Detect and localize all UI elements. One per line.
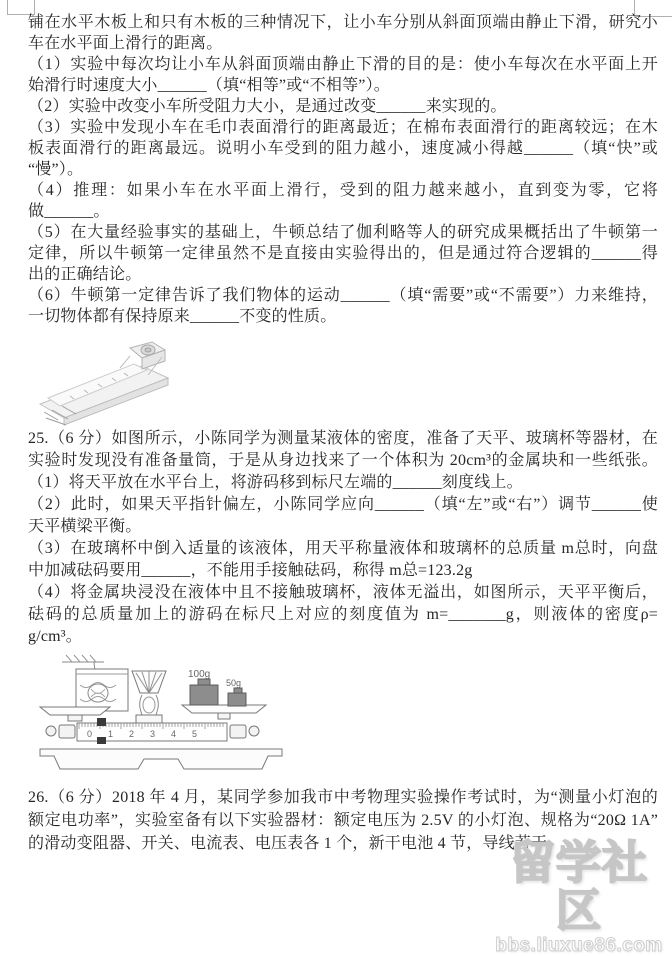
text-line: （3）实验中发现小车在毛巾表面滑行的距离最近；在棉布表面滑行的距离较远；在木 (28, 119, 658, 136)
text-line: 砝码的总质量加上的游码在标尺上对应的刻度值为 m=_______g，则液体的密度ρ= (28, 606, 658, 623)
text-line: “慢”）。 (28, 161, 84, 178)
weight-label-100g: 100g (188, 669, 211, 680)
beam-number: 4 (171, 729, 177, 739)
text-line: 出的正确结论。 (28, 266, 142, 283)
text-line: （2）此时，如果天平指针偏左，小陈同学应向______（填“左”或“右”）调节______使 (28, 496, 658, 513)
weight-label-50g: 50g (226, 678, 242, 688)
text-line: 定律，所以牛顿第一定律虽然不是直接由实验得出的，但是通过符合逻辑的______得 (28, 245, 658, 262)
text-line: （1）实验中每次均让小车从斜面顶端由静止下滑的目的是：使小车每次在水平面上开 (28, 56, 658, 73)
text-line: （2）实验中改变小车所受阻力大小，是通过改变______来实现的。 (28, 98, 507, 115)
beam-number: 5 (192, 729, 198, 739)
text-line: 铺在水平木板上和只有木板的三种情况下，让小车分别从斜面顶端由静止下滑，研究小 (28, 14, 658, 31)
text-line: g/cm³。 (28, 628, 82, 645)
text-line: 25.（6 分）如图所示，小陈同学为测量某液体的密度，准备了天平、玻璃杯等器材，在 (28, 430, 658, 447)
beam-number: 3 (150, 729, 156, 739)
text-line: （4）将金属块浸没在液体中且不接触玻璃杯，液体无溢出，如图所示，天平平衡后， (28, 584, 658, 601)
text-line: （5）在大量经验事实的基础上，牛顿总结了伽利略等人的研究成果概括出了牛顿第一 (28, 224, 658, 241)
text-line: （3）在玻璃杯中倒入适量的该液体，用天平称量液体和玻璃杯的总质量 m总时，向盘 (28, 540, 658, 557)
text-line: 的滑动变阻器、开关、电流表、电压表各 1 个，新干电池 4 节，导线若干。 (28, 835, 564, 852)
text-line: 实验时发现没有准备量筒，于是从身边找来了一个体积为 20cm³的金属块和一些纸张。 (28, 452, 658, 469)
text-line: 26.（6 分）2018 年 4 月，某同学参加我市中考物理实验操作考试时，为“测量小灯泡的 (28, 789, 658, 806)
text-line: 做______。 (28, 203, 110, 220)
beam-number: 1 (108, 729, 114, 739)
question-25 (28, 428, 658, 648)
beam-number: 0 (87, 729, 93, 739)
text-line: （6）牛顿第一定律告诉了我们物体的运动______（填“需要”或“不需要”）力来维持， (28, 287, 658, 304)
text-line: 车在水平面上滑行的距离。 (28, 35, 223, 52)
balance-scale-figure (32, 649, 294, 775)
text-line: 中加减砝码要用______，不能用手接触砝码，称得 m总=123.2g (28, 562, 473, 579)
text-line: （4）推理：如果小车在水平面上滑行，受到的阻力越来越小，直到变为零，它将 (28, 182, 658, 199)
text-line: 始滑行时速度大小______（填“相等”或“不相等”）。 (28, 77, 391, 94)
text-line: 板表面滑行的距离最远。说明小车受到的阻力越小，速度减小得越______（填“快”或 (28, 140, 658, 157)
question-24-continuation (28, 12, 658, 327)
text-line: 一切物体都有保持原来______不变的性质。 (28, 308, 337, 325)
watermark-url: bbs.liuxue86.com (495, 935, 663, 956)
question-26 (28, 786, 658, 855)
beam-number: 2 (129, 729, 135, 739)
watermark-title: 留学社区 (509, 837, 648, 936)
text-line: （1）将天平放在水平台上，将游码移到标尺左端的______刻度线上。 (28, 474, 523, 491)
text-line: 天平横梁平衡。 (28, 518, 142, 535)
text-line: 额定电功率”，实验室备有以下实验器材：额定电压为 2.5V 的小灯泡、规格为“20Ω 1A” (28, 812, 658, 829)
watermark (488, 839, 670, 956)
inclined-ramp-figure (34, 334, 176, 428)
